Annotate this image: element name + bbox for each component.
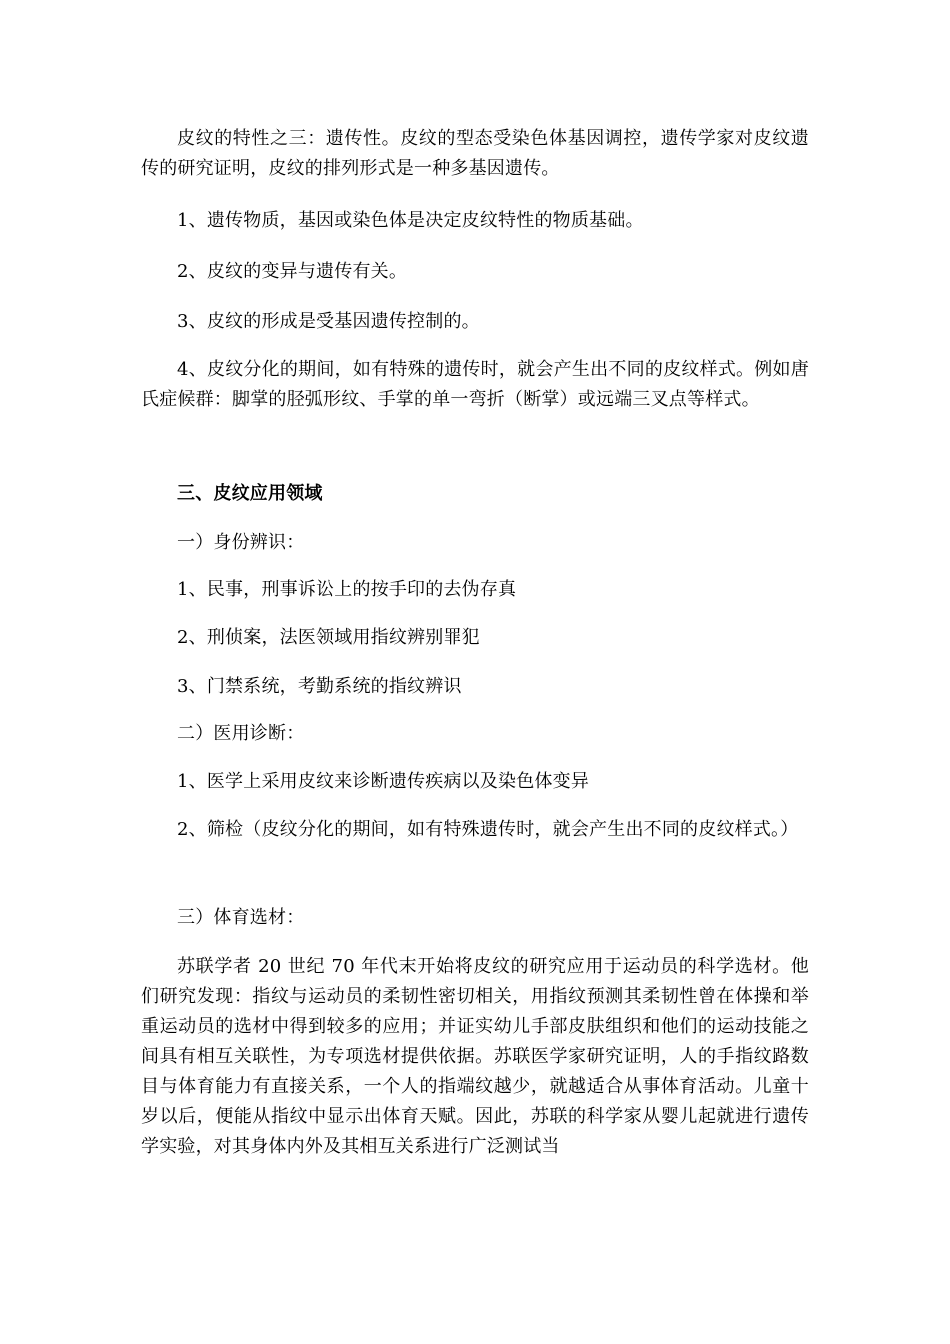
section-heading-applications: 三、皮纹应用领域: [177, 483, 323, 504]
paragraph-item-4: 4、皮纹分化的期间，如有特殊的遗传时，就会产生出不同的皮纹样式。例如唐氏症候群：脚掌的胫弧形纹、手掌的单一弯折（断掌）或远端三叉点等样式。: [141, 359, 809, 410]
paragraph-item-3: 3、皮纹的形成是受基因遗传控制的。: [177, 311, 480, 332]
subheading-identity: 一）身份辨识：: [177, 532, 305, 553]
paragraph-sports-selection: 苏联学者 20 世纪 70 年代末开始将皮纹的研究应用于运动员的科学选材。他们研究发现：指纹与运动员的柔韧性密切相关，用指纹预测其柔韧性曾在体操和举重运动员的选材中得到较多的应用；并证实幼儿手部皮肤组织和他们的运动技能之间具有相互关联性，为专项选材提供依据。苏联医学家研究证明，人的手指纹路数目与体育能力有直接关系，一个人的指端纹越少，就越适合从事体育活动。儿童十岁以后，便能从指纹中显示出体育天赋。因此，苏联的科学家从婴儿起就进行遗传学实验，对其身体内外及其相互关系进行广泛测试当: [141, 956, 809, 1157]
subheading-medical: 二）医用诊断：: [177, 723, 305, 744]
paragraph-medical-1: 1、医学上采用皮纹来诊断遗传疾病以及染色体变异: [177, 771, 590, 792]
subheading-sports: 三）体育选材：: [177, 907, 305, 928]
paragraph-heredity-intro: 皮纹的特性之三：遗传性。皮纹的型态受染色体基因调控，遗传学家对皮纹遗传的研究证明，皮纹的排列形式是一种多基因遗传。: [141, 128, 809, 179]
paragraph-item-2: 2、皮纹的变异与遗传有关。: [177, 261, 408, 282]
paragraph-identity-3: 3、门禁系统，考勤系统的指纹辨识: [177, 676, 462, 697]
paragraph-item-1: 1、遗传物质，基因或染色体是决定皮纹特性的物质基础。: [177, 210, 644, 231]
paragraph-identity-1: 1、民事，刑事诉讼上的按手印的去伪存真: [177, 579, 517, 600]
paragraph-identity-2: 2、刑侦案，法医领域用指纹辨别罪犯: [177, 627, 480, 648]
paragraph-medical-2: 2、筛检（皮纹分化的期间，如有特殊遗传时，就会产生出不同的皮纹样式。）: [177, 819, 799, 840]
